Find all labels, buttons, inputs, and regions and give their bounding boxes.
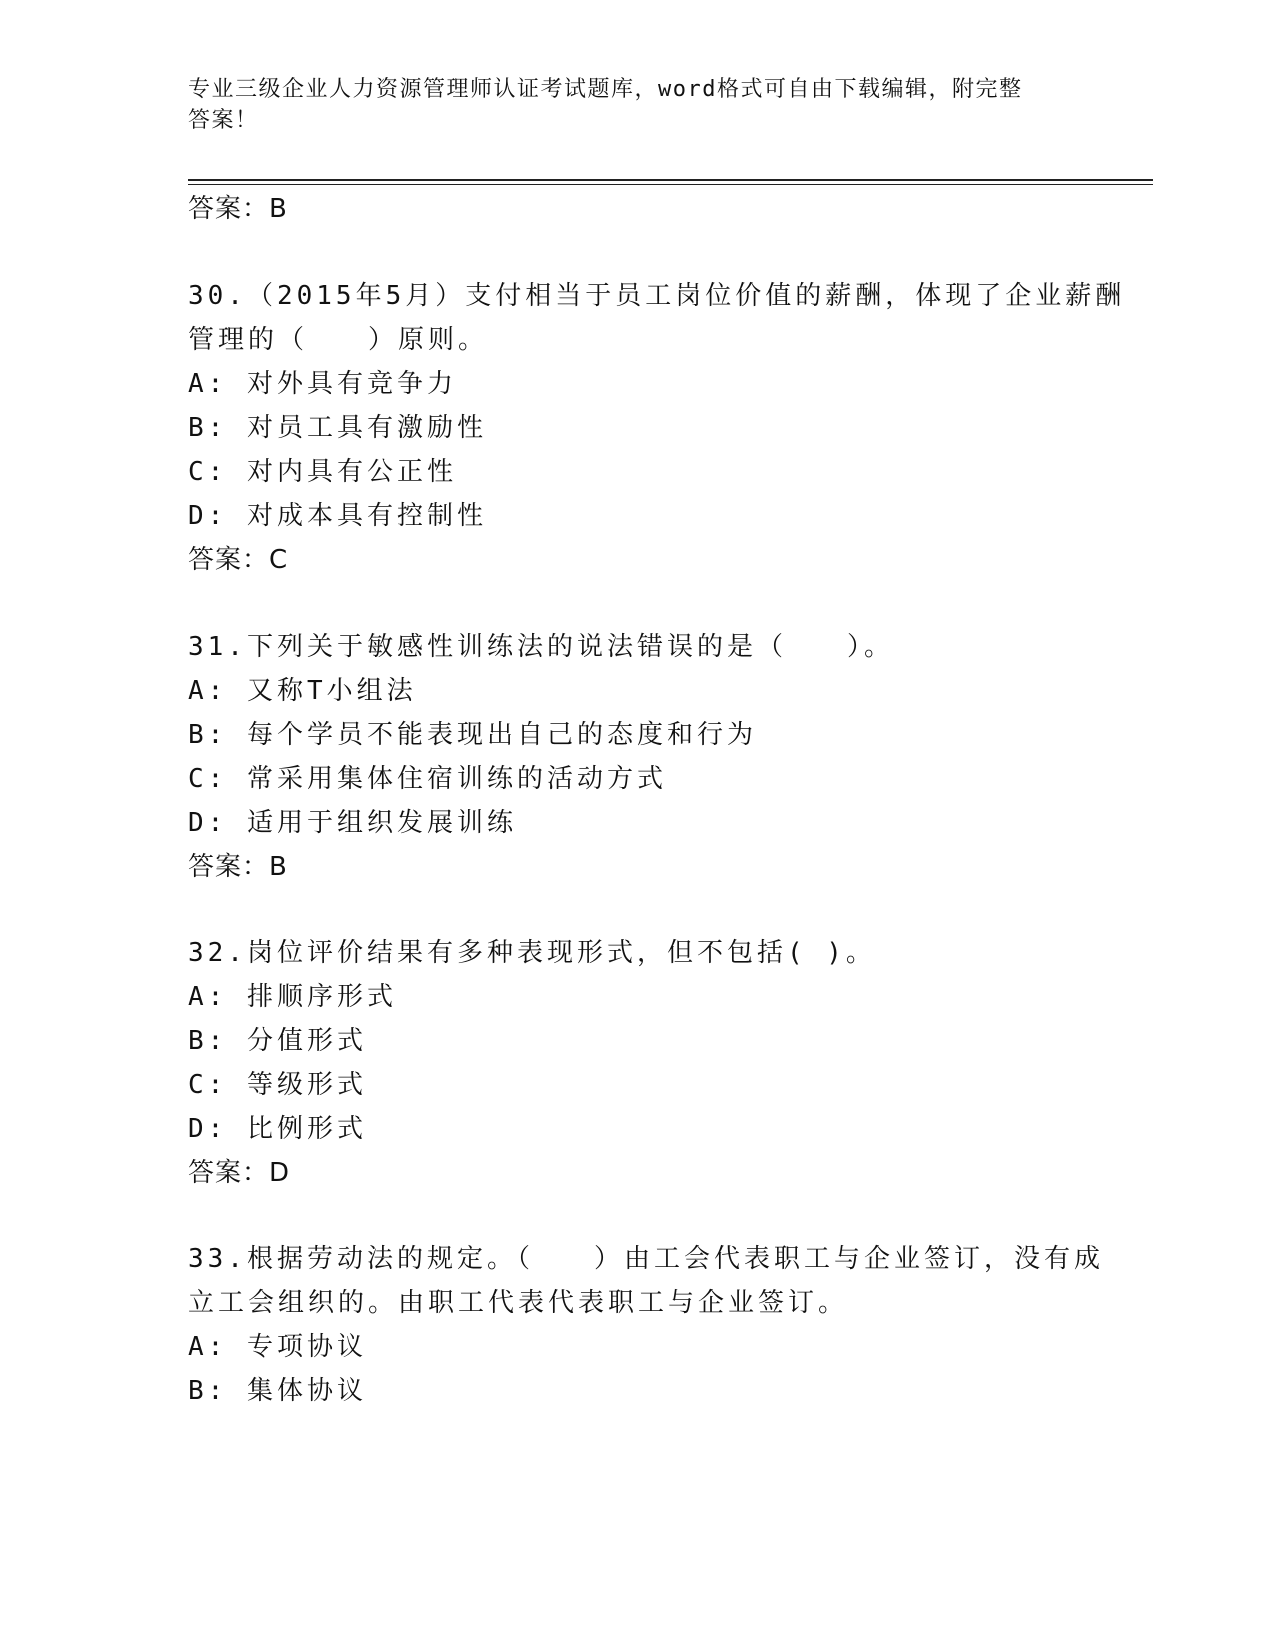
- header-line-1: 专业三级企业人力资源管理师认证考试题库，word格式可自由下载编辑，附完整: [188, 77, 1023, 102]
- question-32-option-a: A: 排顺序形式: [188, 982, 397, 1012]
- header-rule-thin: [188, 184, 1153, 185]
- question-33-stem-line-1: 33.根据劳动法的规定。（ ）由工会代表职工与企业签订，没有成: [188, 1244, 1104, 1274]
- question-32-option-d: D: 比例形式: [188, 1114, 367, 1144]
- question-30-option-b: B: 对员工具有激励性: [188, 413, 487, 443]
- question-30-option-d: D: 对成本具有控制性: [188, 501, 487, 531]
- question-32-stem-line-1: 32.岗位评价结果有多种表现形式，但不包括( )。: [188, 938, 876, 968]
- page-header: [188, 74, 1068, 136]
- question-30-option-a: A: 对外具有竞争力: [188, 369, 457, 399]
- header-rule-thick: [188, 179, 1153, 181]
- question-32-answer: 答案：D: [188, 1158, 291, 1188]
- question-30-stem-line-1: 30.（2015年5月）支付相当于员工岗位价值的薪酬，体现了企业薪酬: [188, 281, 1126, 311]
- question-32-option-b: B: 分值形式: [188, 1026, 367, 1056]
- question-31-option-a: A: 又称T小组法: [188, 676, 417, 706]
- question-31-option-c: C: 常采用集体住宿训练的活动方式: [188, 764, 667, 794]
- question-33-stem-line-2: 立工会组织的。由职工代表代表职工与企业签订。: [188, 1288, 849, 1318]
- question-31-stem-line-1: 31.下列关于敏感性训练法的说法错误的是（ ）。: [188, 632, 894, 662]
- question-31-answer: 答案：B: [188, 852, 288, 882]
- question-30-option-c: C: 对内具有公正性: [188, 457, 457, 487]
- question-33-option-a: A: 专项协议: [188, 1332, 367, 1362]
- question-30-stem-line-2: 管理的（ ）原则。: [188, 325, 489, 355]
- question-31-option-b: B: 每个学员不能表现出自己的态度和行为: [188, 720, 757, 750]
- question-31-option-d: D: 适用于组织发展训练: [188, 808, 517, 838]
- header-line-2: 答案！: [188, 108, 259, 133]
- previous-answer: 答案：B: [188, 194, 288, 224]
- question-30-answer: 答案：C: [188, 545, 289, 575]
- question-32-option-c: C: 等级形式: [188, 1070, 367, 1100]
- question-33-option-b: B: 集体协议: [188, 1376, 367, 1406]
